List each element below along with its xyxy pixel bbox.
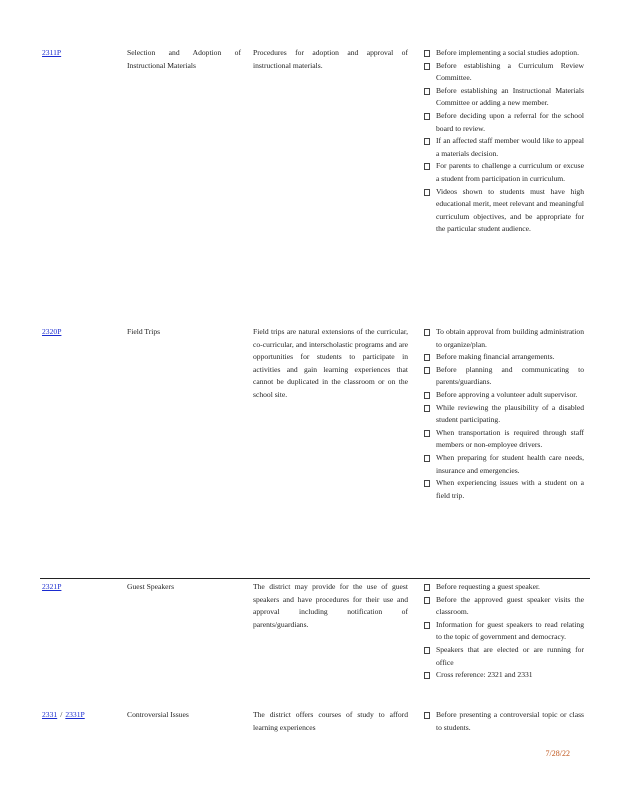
policy-topic: Controversial Issues: [127, 710, 189, 719]
checkbox-square-icon: [424, 367, 430, 374]
checkbox-square-icon: [424, 189, 430, 196]
list-item: While reviewing the plausibility of a disabled student participating.: [424, 402, 584, 427]
checkbox-square-icon: [424, 113, 430, 120]
checkbox-square-icon: [424, 50, 430, 57]
policy-topic: Guest Speakers: [127, 582, 175, 591]
policy-link-2311p[interactable]: 2311P: [42, 48, 62, 57]
checkbox-square-icon: [424, 672, 430, 679]
policy-code: [42, 709, 85, 722]
list-item: When preparing for student health care needs, insurance and emergencies.: [424, 452, 584, 477]
checkbox-square-icon: [424, 584, 430, 591]
policy-topic: Selection and Adoption of Instructional Materials: [127, 48, 241, 70]
list-item: Cross reference: 2321 and 2331: [424, 669, 584, 682]
list-item: Before establishing a Curriculum Review Committee.: [424, 60, 584, 85]
policy-code: [42, 47, 61, 60]
list-item: Before planning and communicating to parents/guardians.: [424, 364, 584, 389]
policy-link-2321p[interactable]: 2321P: [42, 582, 62, 591]
list-item: Before making financial arrangements.: [424, 351, 584, 364]
list-item: When transportation is required through staff members or non-employee drivers.: [424, 427, 584, 452]
checkbox-square-icon: [424, 405, 430, 412]
checkbox-square-icon: [424, 430, 430, 437]
list-item: Before presenting a controversial topic or class to students.: [424, 709, 584, 734]
list-item: Information for guest speakers to read relating to the topic of government and democracy.: [424, 619, 584, 644]
checkbox-square-icon: [424, 712, 430, 719]
policy-link-2331p[interactable]: 2331P: [65, 710, 85, 719]
policy-description: Procedures for adoption and approval of instructional materials.: [253, 48, 408, 70]
checkbox-square-icon: [424, 138, 430, 145]
checkbox-square-icon: [424, 354, 430, 361]
checkbox-square-icon: [424, 647, 430, 654]
policy-description: The district offers courses of study to afford learning experiences: [253, 710, 408, 732]
checkbox-square-icon: [424, 597, 430, 604]
list-item: When experiencing issues with a student on a field trip.: [424, 477, 584, 502]
list-item: Videos shown to students must have high educational merit, meet relevant and meaningful curriculum objectives, and be appropriate for the particular student audience.: [424, 186, 584, 236]
list-item: Before requesting a guest speaker.: [424, 581, 584, 594]
list-item: Before implementing a social studies adoption.: [424, 47, 584, 60]
row-divider: [40, 578, 590, 579]
list-item: For parents to challenge a curriculum or excuse a student from participation in curriculum.: [424, 160, 584, 185]
checkbox-square-icon: [424, 329, 430, 336]
list-item: Before approving a volunteer adult supervisor.: [424, 389, 584, 402]
policy-code: [42, 581, 61, 594]
usage-list: [424, 581, 584, 682]
footer-date: 7/28/22: [545, 749, 570, 758]
checkbox-square-icon: [424, 163, 430, 170]
checkbox-square-icon: [424, 88, 430, 95]
policy-description: Field trips are natural extensions of the curricular, co-curricular, and interscholastic programs and are opportunities for students to participate in activities and gain learning experiences that cannot be duplicated in the classroom or on the school site.: [253, 327, 408, 399]
code-separator: /: [60, 710, 63, 719]
list-item: Before the approved guest speaker visits the classroom.: [424, 594, 584, 619]
usage-list: [424, 326, 584, 502]
policy-description: The district may provide for the use of guest speakers and have procedures for their use and approval including notification of parents/guardians.: [253, 582, 408, 629]
usage-list: [424, 47, 584, 236]
checkbox-square-icon: [424, 622, 430, 629]
checkbox-square-icon: [424, 392, 430, 399]
checkbox-square-icon: [424, 455, 430, 462]
list-item: To obtain approval from building administration to organize/plan.: [424, 326, 584, 351]
list-item: Before establishing an Instructional Materials Committee or adding a new member.: [424, 85, 584, 110]
policy-link-2331[interactable]: 2331: [42, 710, 58, 719]
policy-code: [42, 326, 61, 339]
checkbox-square-icon: [424, 63, 430, 70]
policy-topic: Field Trips: [127, 327, 161, 336]
checkbox-square-icon: [424, 480, 430, 487]
list-item: Speakers that are elected or are running for office: [424, 644, 584, 669]
list-item: Before deciding upon a referral for the school board to review.: [424, 110, 584, 135]
usage-list: [424, 709, 584, 734]
list-item: If an affected staff member would like to appeal a materials decision.: [424, 135, 584, 160]
policy-link-2320p[interactable]: 2320P: [42, 327, 62, 336]
